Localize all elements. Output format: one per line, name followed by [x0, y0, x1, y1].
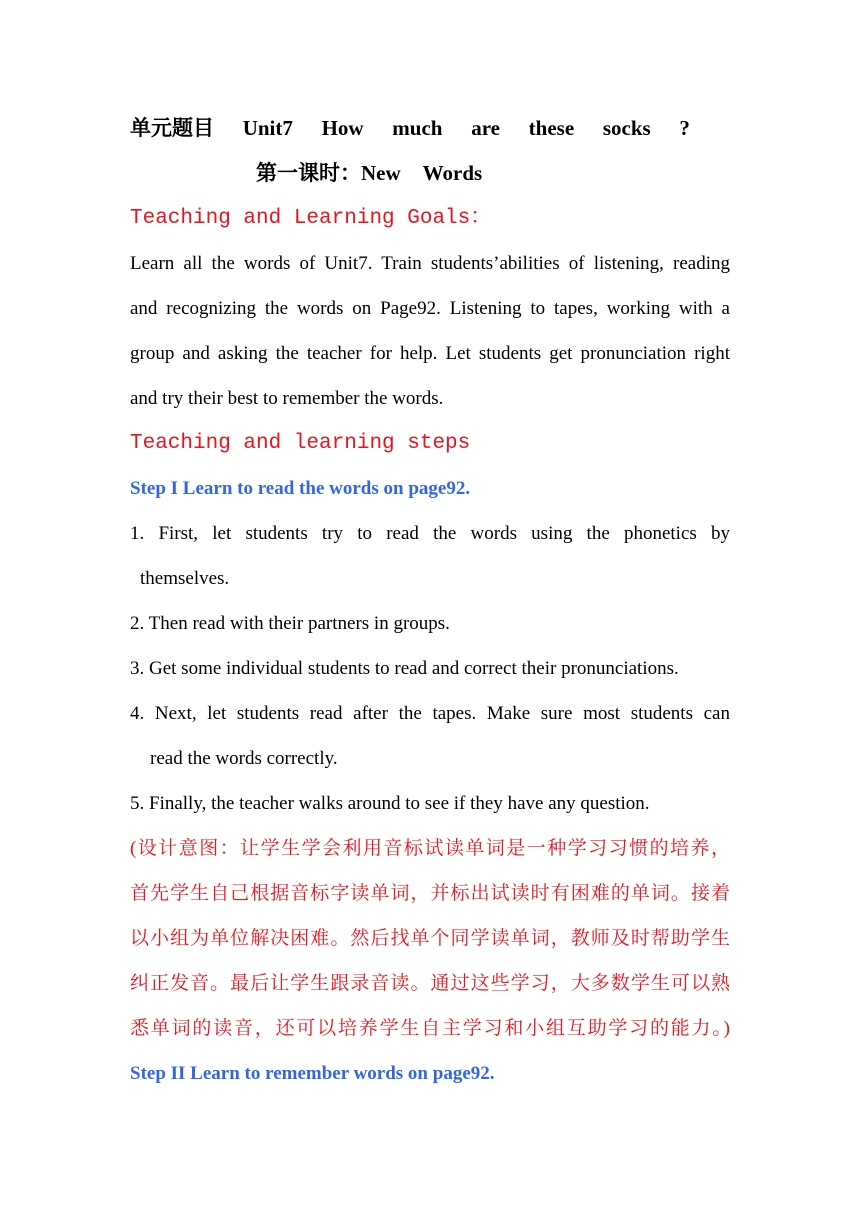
goals-line: group and asking the teacher for help. Let students get pronunciation right [130, 343, 730, 364]
lesson-subtitle [130, 151, 730, 196]
design-note-line: 首先学生自己根据音标字读单词，并标出试读时有困难的单词。接着 [130, 883, 730, 904]
step1-item-4: 4. Next, let students read after the tapes. Make sure most students can [130, 703, 730, 724]
title-part: these [528, 116, 575, 140]
goals-line: Learn all the words of Unit7. Train students’abilities of listening, reading [130, 253, 730, 274]
step1-item-1-cont: themselves. [140, 568, 230, 589]
step1-heading: Step I Learn to read the words on page92. [130, 478, 471, 499]
design-note-line: 悉单词的读音，还可以培养学生自主学习和小组互助学习的能力。) [130, 1018, 730, 1039]
step1-item-2: 2. Then read with their partners in groups. [130, 613, 450, 634]
step1-item-1: 1. First, let students try to read the words using the phonetics by [130, 523, 730, 544]
goals-line: and recognizing the words on Page92. Listening to tapes, working with a [130, 298, 730, 319]
title-part: ? [679, 116, 690, 140]
step1-item-4-cont: read the words correctly. [150, 748, 338, 769]
goals-heading: Teaching and Learning Goals： [130, 207, 492, 230]
unit-title [130, 106, 690, 151]
step2-heading: Step II Learn to remember words on page92. [130, 1063, 495, 1084]
title-part: socks [602, 116, 651, 140]
lesson-topic: Words [422, 161, 483, 185]
title-part: are [471, 116, 500, 140]
title-part: Unit7 [242, 116, 293, 140]
steps-heading: Teaching and learning steps [130, 432, 471, 455]
goals-line: and try their best to remember the words. [130, 388, 444, 409]
step1-item-5: 5. Finally, the teacher walks around to see if they have any question. [130, 793, 650, 814]
design-note-line: (设计意图：让学生学会利用音标试读单词是一种学习习惯的培养， [130, 838, 730, 859]
document-page [130, 106, 730, 1096]
step1-item-3: 3. Get some individual students to read and correct their pronunciations. [130, 658, 679, 679]
title-part: much [392, 116, 443, 140]
lesson-label: 第一课时：New [256, 161, 401, 185]
title-part: How [321, 116, 364, 140]
title-part: 单元题目 [130, 116, 214, 140]
design-note-line: 纠正发音。最后让学生跟录音读。通过这些学习，大多数学生可以熟 [130, 973, 730, 994]
design-note-line: 以小组为单位解决困难。然后找单个同学读单词，教师及时帮助学生 [130, 928, 730, 949]
